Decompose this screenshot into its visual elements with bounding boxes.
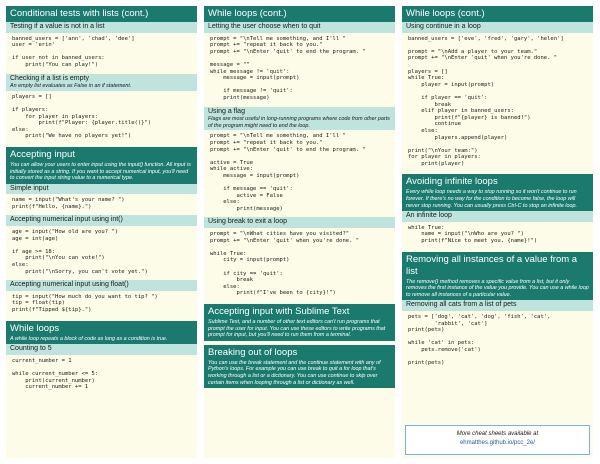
subheader-counting [6,344,197,355]
subheader-empty-list [6,74,197,91]
code-block: tip = input("How much do you want to tip? ") tip = float(tip) print(f"Tipped ${tip}.") [12,293,158,313]
section-header-removing-instances [402,252,593,301]
section-description: The remove() method removes a specific value from a list, but it only removes the first instance of the value you provide. You can use a while loop to remove all instances of a particular value. [406,278,589,298]
subheader-infinite-loop [402,211,593,222]
section-title: While loops [10,322,60,334]
section-title: Removing all instances of a value from a list [406,253,578,277]
column-1 [6,6,197,458]
code-block: banned_users = ['ann', 'chad', 'dee'] user = 'erin' if user not in banned_users: print("You can play!") [12,35,135,68]
subheader-description: An empty list evaluates as False in an if statement. [10,83,132,90]
subheader-title: Using break to exit a loop [208,218,287,226]
section-header-while-loops-cont-2 [402,6,593,22]
subheader-float-input [6,280,197,291]
column-3 [402,6,593,458]
code-block: while True: name = input("\nWho are you? ") print(f"Nice to meet you, {name}!") [408,224,538,245]
footer-link[interactable]: ehmatthes.github.io/pcc_2e/ [459,440,536,446]
subheader-using-flag [204,107,395,131]
subheader-description: Flags are most useful in long-running programs where code from other parts of the program might need to end the loop. [208,116,390,129]
subheader-title: Letting the user choose when to quit [208,23,321,30]
subheader-title: Removing all cats from a list of pets [406,301,517,309]
section-title: Conditional tests with lists (cont.) [10,8,149,19]
footer-box [405,425,590,455]
subheader-title: Simple input [10,184,49,192]
subheader-not-in-list [6,22,197,33]
subheader-using-break [204,217,395,228]
section-header-while-loops [6,321,197,345]
subheader-removing-cats [402,300,593,311]
code-block: pets = ['dog', 'cat', 'dog', 'fish', 'cat', 'rabbit', 'cat'] print(pets) while 'cat' in pets: pets.remove('cat') print(pets) [408,314,551,367]
code-block: prompt = "\nWhat cities have you visited?" prompt += "\nEnter 'quit' when you're done. " while True: city = input(prompt) if city == 'quit': break else: print(f"I've been to {city}!") [210,231,360,297]
subheader-title: Testing if a value is not in a list [10,23,105,30]
section-header-while-loops-cont [204,6,395,22]
section-header-breaking-loops [204,345,395,388]
section-description: You can use the break statement and the continue statement with any of Python's loops. For example you can use break to quit a for loop that's working through a list or a dictionary. You can use continue to skip over certain items when looping through a list or dictionary as well. [208,359,381,386]
subheader-simple-input [6,184,197,195]
subheader-title: Counting to 5 [10,345,52,353]
subheader-using-continue [402,22,593,33]
section-title: Breaking out of loops [208,346,298,358]
subheader-title: Using continue in a loop [406,23,481,30]
column-2 [204,6,395,458]
section-header-accepting-input [6,147,197,184]
code-block: prompt = "\nTell me something, and I'll " prompt += "repeat it back to you." prompt += "\nEnter 'quit' to end the program. " message = "" while message != 'quit': message = input(prompt) if message != 'quit': print(message) [210,35,366,101]
code-block: banned_users = ['eve', 'fred', 'gary', 'helen'] prompt = "\nAdd a player to your team." prompt += "\nEnter 'quit' when you're done. " players = [] while True: player = input(prompt) if player == 'quit': break elif player in banned_users: print(f"{player} is banned!") continue else: players.append(player) print("\nYour team:") for player in players: print(player) [408,35,564,167]
section-description: You can allow your users to enter input using the input() function. All input is initially stored as a string. If you want to accept numerical input, you'll need to convert the input string value to a numerical type. [10,161,191,182]
code-block: current_number = 1 while current_number <= 5: print(current_number) current_number += 1 [12,357,99,391]
code-block: players = [] if players: for player in players: print(f"Player: {player.title()}") else: print("We have no players yet!") [12,93,152,140]
section-header-sublime-text [204,304,395,341]
footer-text: More cheat sheets available at [456,431,539,437]
section-header-infinite-loops [402,174,593,211]
section-title: While loops (cont.) [406,8,485,19]
section-description: Every while loop needs a way to stop running so it won't continue to run forever. If there's no way for the condition to become false, the loop will never stop running. You can usually press Ctrl-C to stop an infinite loop. [406,189,577,209]
code-block: name = input("What's your name? ") print(f"Hello, {name}.") [12,197,125,210]
subheader-title: Checking if a list is empty [10,74,89,82]
subheader-user-quit [204,22,395,33]
subheader-title: Accepting numerical input using int() [10,216,123,224]
subheader-title: Accepting numerical input using float() [10,281,129,289]
code-block: prompt = "\nTell me something, and I'll " prompt += "repeat it back to you." prompt += "\nEnter 'quit' to end the program. " active = True while active: message = input(prompt) if message == 'quit': active = False else: print(message) [210,133,366,212]
section-description: Sublime Text, and a number of other text editors can't run programs that prompt the user for input. You can use these editors to write programs that prompt for input, but you'll need to run them from a terminal. [208,318,386,339]
code-block: age = input("How old are you? ") age = int(age) if age >= 18: print("\nYou can vote!") else: print("\nSorry, you can't vote yet.") [12,229,148,275]
subheader-title: Using a flag [208,107,245,115]
section-title: Accepting input [10,148,75,160]
section-description: A while loop repeats a block of code as long as a condition is true. [10,335,168,342]
section-title: While loops (cont.) [208,8,287,19]
subheader-title: An infinite loop [406,212,452,220]
section-title: Accepting input with Sublime Text [208,305,350,317]
section-title: Avoiding infinite loops [406,176,498,188]
subheader-int-input [6,215,197,226]
section-header-conditional-tests [6,6,197,22]
